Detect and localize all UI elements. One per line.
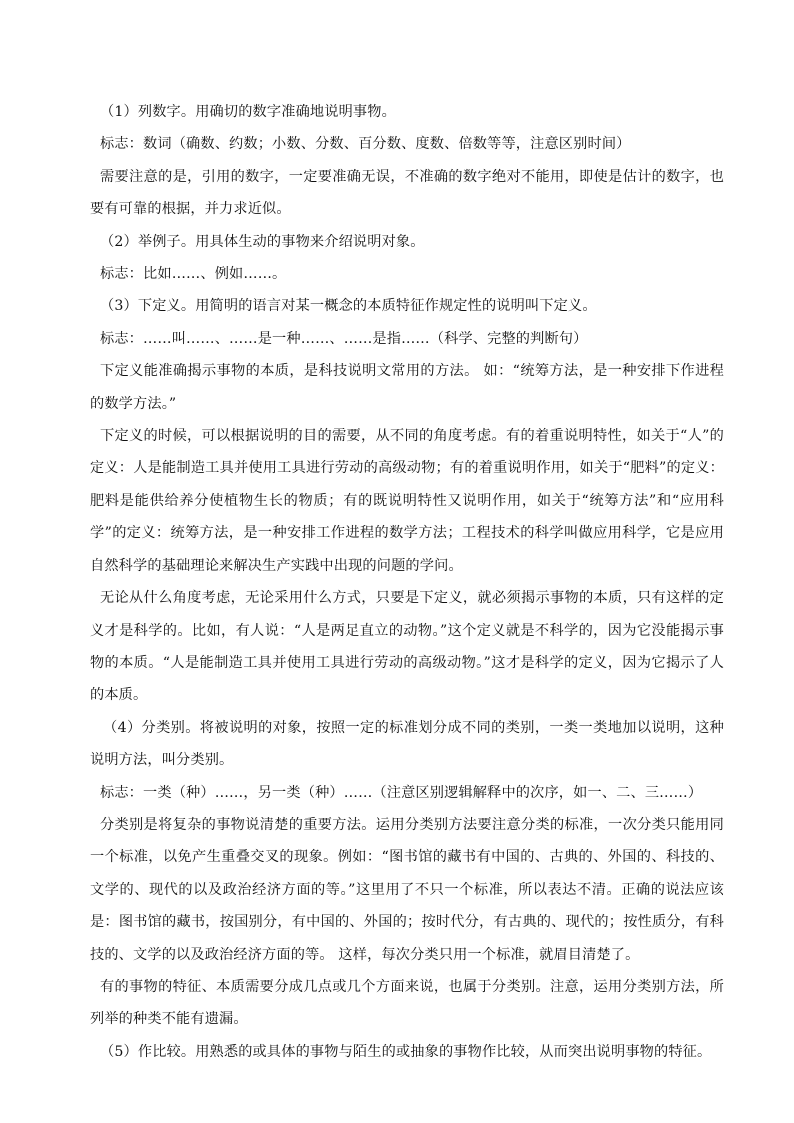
marker-line: 标志：……叫……、……是一种……、……是指……（科学、完整的判断句） <box>100 330 588 347</box>
section-heading-numbers: （1）列数字。用确切的数字准确地说明事物。 <box>100 104 396 120</box>
section-heading-definition: （3）下定义。用简明的语言对某一概念的本质特征作规定性的说明叫下定义。 <box>100 298 597 315</box>
body-paragraph: 无论从什么角度考虑，无论采用什么方式，只要是下定义，就必须揭示事物的本质，只有这样的定义才是科学的。比如，有人说：“人是两足直立的动物。”这个定义就是不科学的，因为它没能揭示事物的本质。“人是能制造工具并使用工具进行劳动的高级动物。”这才是科学的定义，因为它揭示了人的本质。 <box>90 590 724 704</box>
section-heading-examples: （2）举例子。用具体生动的事物来介绍说明对象。 <box>100 233 425 250</box>
section-heading-comparison: （5）作比较。用熟悉的或具体的事物与陌生的或抽象的事物作比较，从而突出说明事物的特征。 <box>100 1043 712 1060</box>
section-heading-classification: （4）分类别。将被说明的对象，按照一定的标准划分成不同的类别，一类一类地加以说明，这种说明方法，叫分类别。 <box>90 719 724 769</box>
body-paragraph: 分类别是将复杂的事物说清楚的重要方法。运用分类别方法要注意分类的标准，一次分类只能用同一个标准，以免产生重叠交叉的现象。例如：“图书馆的藏书有中国的、古典的、外国的、科技的、文学的、现代的以及政治经济方面的等。”这里用了不只一个标准，所以表达不清。正确的说法应该是：图书馆的藏书，按国别分，有中国的、外国的；按时代分，有古典的、现代的；按性质分，有科技的、文学的以及政治经济方面的等。 这样，每次分类只用一个标准，就眉目清楚了。 <box>90 816 724 963</box>
body-paragraph: 下定义的时候，可以根据说明的目的需要，从不同的角度考虑。有的着重说明特性，如关于“人”的定义：人是能制造工具并使用工具进行劳动的高级动物；有的着重说明作用，如关于“肥料”的定义：肥料是能供给养分使植物生长的物质；有的既说明特性又说明作用，如关于“统筹方法”和“应用科学”的定义：统筹方法，是一种安排工作进程的数学方法；工程技术的科学叫做应用科学，它是应用自然科学的基础理论来解决生产实践中出现的问题的学问。 <box>90 428 724 574</box>
marker-line: 标志：数词（确数、约数；小数、分数、百分数、度数、倍数等等，注意区别时间） <box>100 136 631 153</box>
body-paragraph: 有的事物的特征、本质需要分成几点或几个方面来说，也属于分类别。注意，运用分类别方法，所列举的种类不能有遗漏。 <box>90 978 724 1028</box>
marker-line: 标志：比如……、例如……。 <box>100 266 287 283</box>
body-paragraph: 需要注意的是，引用的数字，一定要准确无误，不准确的数字绝对不能用，即使是估计的数字，也要有可靠的根据，并力求近似。 <box>90 168 724 218</box>
body-paragraph: 下定义能准确揭示事物的本质，是科技说明文常用的方法。 如：“统筹方法，是一种安排下作进程的数学方法。” <box>90 363 724 412</box>
marker-line: 标志：一类（种）……，另一类（种）……（注意区别逻辑解释中的次序，如一、二、三……） <box>100 784 703 801</box>
